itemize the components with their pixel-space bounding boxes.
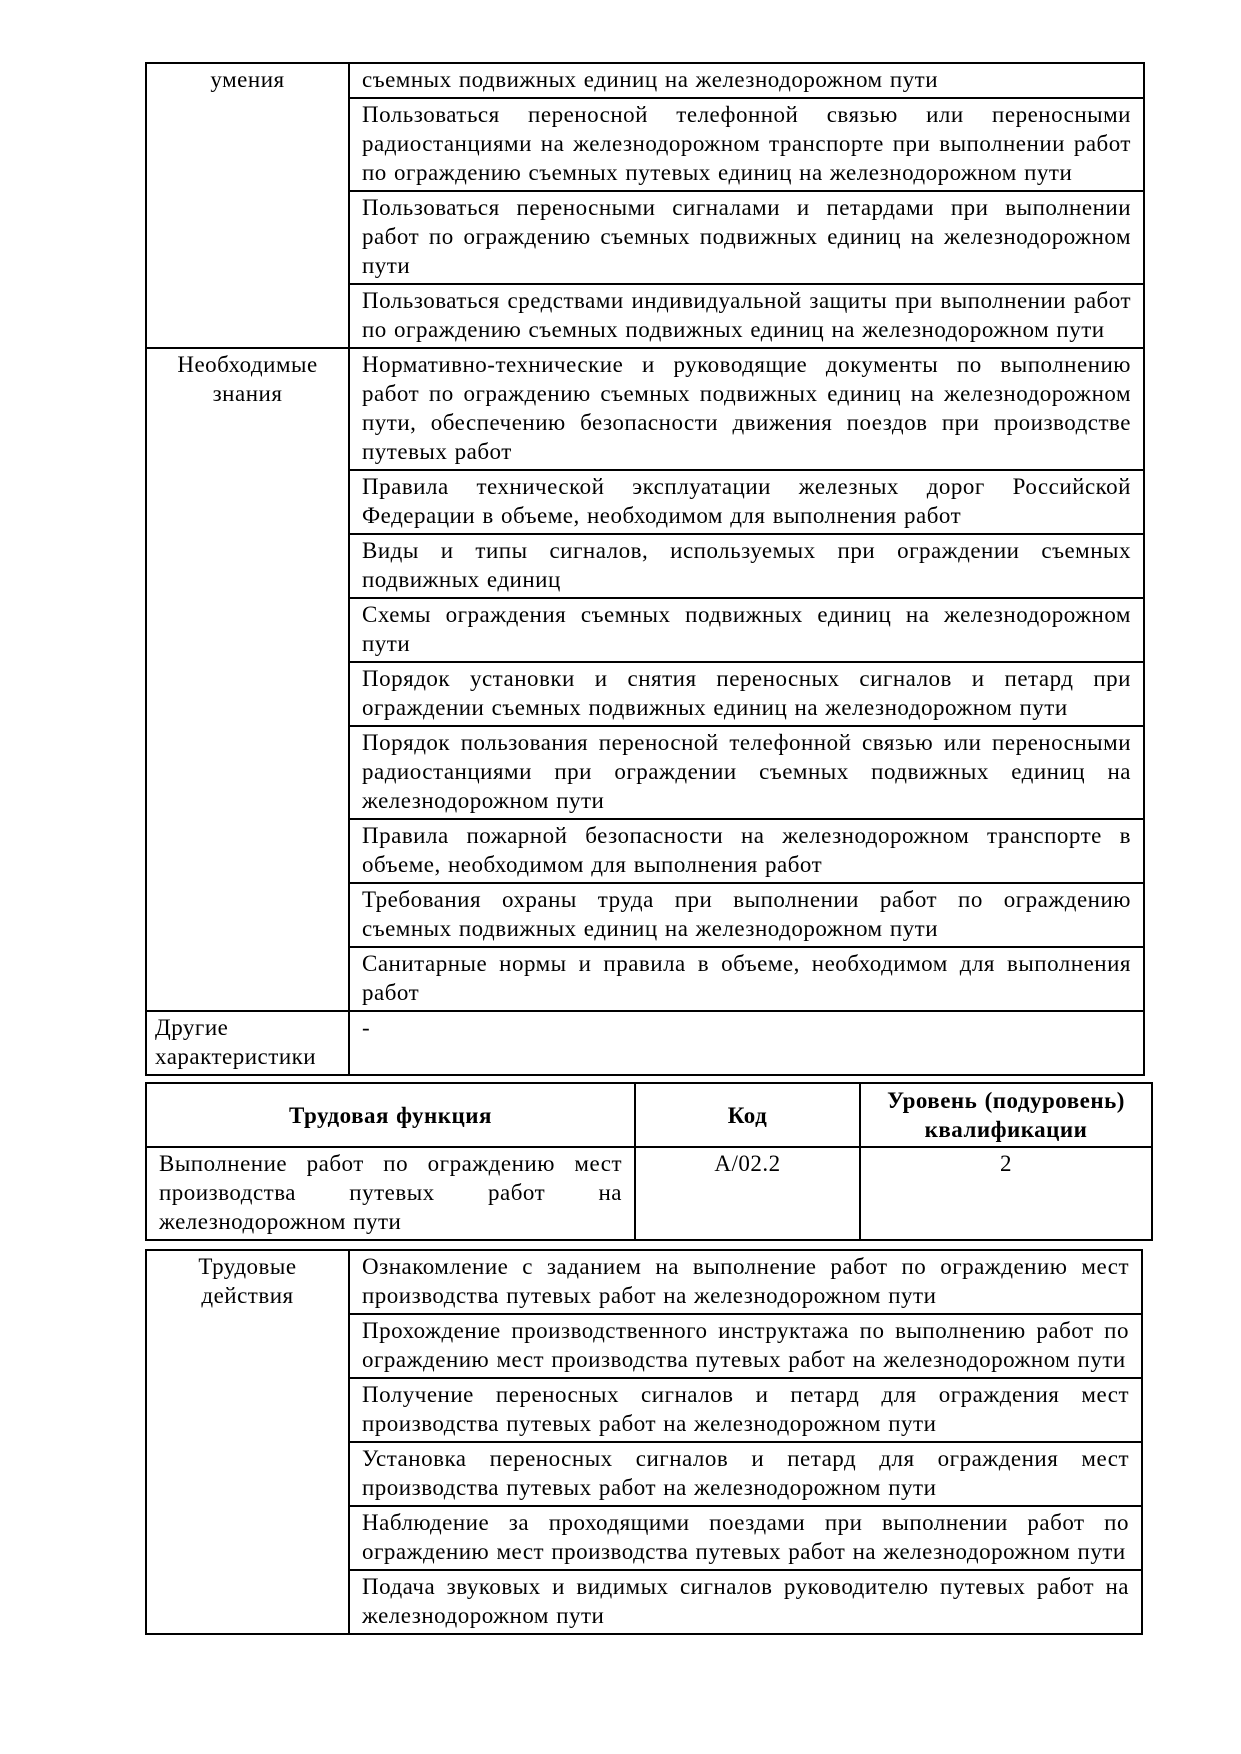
knowledge-item: Виды и типы сигналов, используемых при ограждении съемных подвижных единиц xyxy=(349,534,1144,598)
knowledge-item: Санитарные нормы и правила в объеме, необходимом для выполнения работ xyxy=(349,947,1144,1011)
code-value: А/02.2 xyxy=(635,1147,860,1240)
knowledge-item: Порядок пользования переносной телефонной связью или переносными радиостанциями при ограждении съемных подвижных единиц на железнодорожном пути xyxy=(349,726,1144,819)
table-row xyxy=(146,1147,1152,1240)
header-labor-function: Трудовая функция xyxy=(146,1083,635,1147)
header-code: Код xyxy=(635,1083,860,1147)
table-header-row xyxy=(146,1083,1152,1147)
table-row xyxy=(146,63,1144,98)
skills-item: Пользоваться переносными сигналами и петардами при выполнении работ по ограждению съемных подвижных единиц на железнодорожном пути xyxy=(349,191,1144,284)
row-label-knowledge: Необходимые знания xyxy=(146,348,349,1011)
knowledge-item: Требования охраны труда при выполнении работ по ограждению съемных подвижных единиц на железнодорожном пути xyxy=(349,883,1144,947)
header-level: Уровень (подуровень) квалификации xyxy=(860,1083,1152,1147)
row-label-other: Другие характеристики xyxy=(146,1011,349,1075)
action-item: Установка переносных сигналов и петард для ограждения мест производства путевых работ на железнодорожном пути xyxy=(349,1442,1142,1506)
skills-item: Пользоваться средствами индивидуальной защиты при выполнении работ по ограждению съемных подвижных единиц на железнодорожном пути xyxy=(349,284,1144,348)
action-item: Получение переносных сигналов и петард для ограждения мест производства путевых работ на железнодорожном пути xyxy=(349,1378,1142,1442)
skills-item: Пользоваться переносной телефонной связью или переносными радиостанциями на железнодорожном транспорте при выполнении работ по ограждению съемных путевых единиц на железнодорожном пути xyxy=(349,98,1144,191)
skills-knowledge-table xyxy=(145,62,1145,1076)
table-row xyxy=(146,1250,1142,1314)
row-label-skills: умения xyxy=(146,63,349,348)
other-item: - xyxy=(349,1011,1144,1075)
action-item: Ознакомление с заданием на выполнение работ по ограждению мест производства путевых работ на железнодорожном пути xyxy=(349,1250,1142,1314)
table-row xyxy=(146,1011,1144,1075)
knowledge-item: Порядок установки и снятия переносных сигналов и петард при ограждении съемных подвижных единиц на железнодорожном пути xyxy=(349,662,1144,726)
knowledge-item: Правила пожарной безопасности на железнодорожном транспорте в объеме, необходимом для выполнения работ xyxy=(349,819,1144,883)
action-item: Наблюдение за проходящими поездами при выполнении работ по ограждению мест производства путевых работ на железнодорожном пути xyxy=(349,1506,1142,1570)
action-item: Прохождение производственного инструктажа по выполнению работ по ограждению мест производства путевых работ на железнодорожном пути xyxy=(349,1314,1142,1378)
row-label-actions: Трудовые действия xyxy=(146,1250,349,1634)
labor-function-value: Выполнение работ по ограждению мест производства путевых работ на железнодорожном пути xyxy=(146,1147,635,1240)
level-value: 2 xyxy=(860,1147,1152,1240)
action-item: Подача звуковых и видимых сигналов руководителю путевых работ на железнодорожном пути xyxy=(349,1570,1142,1634)
knowledge-item: Нормативно-технические и руководящие документы по выполнению работ по ограждению съемных подвижных единиц на железнодорожном пути, обеспечению безопасности движения поездов при производстве путевых работ xyxy=(349,348,1144,470)
knowledge-item: Схемы ограждения съемных подвижных единиц на железнодорожном пути xyxy=(349,598,1144,662)
knowledge-item: Правила технической эксплуатации железных дорог Российской Федерации в объеме, необходимом для выполнения работ xyxy=(349,470,1144,534)
table-row xyxy=(146,348,1144,470)
skills-item: съемных подвижных единиц на железнодорожном пути xyxy=(349,63,1144,98)
labor-actions-table xyxy=(145,1249,1143,1635)
labor-function-table xyxy=(145,1082,1153,1241)
